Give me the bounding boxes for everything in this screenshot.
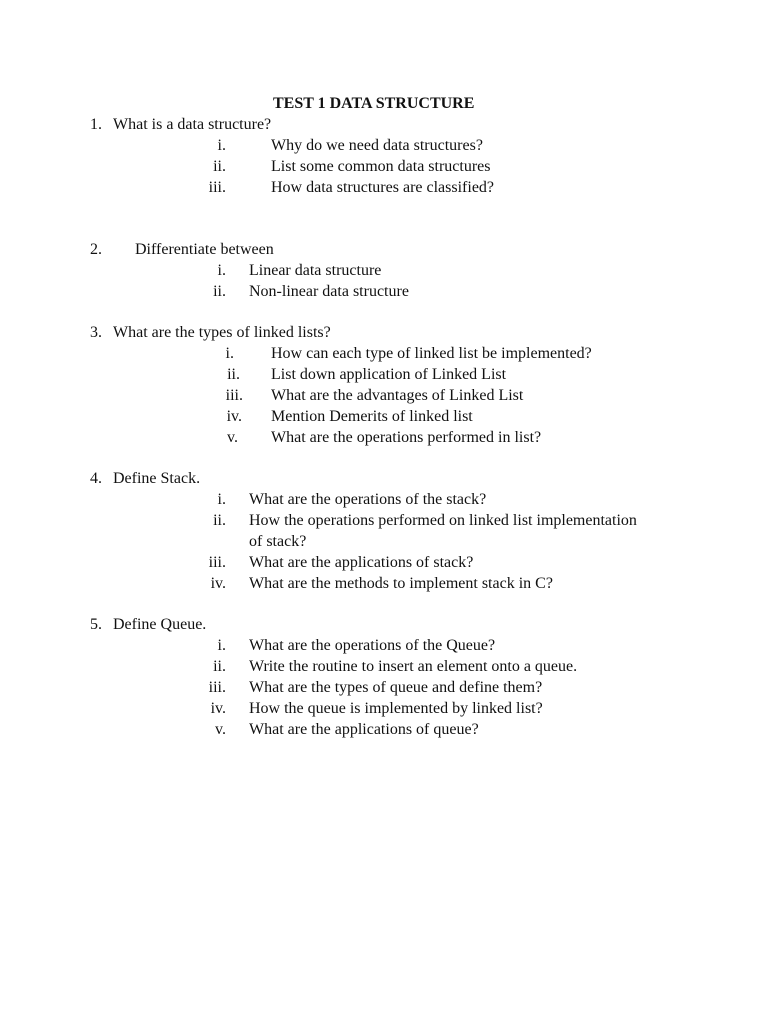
list-item-marker: iii. <box>208 679 226 696</box>
list-item-marker: iv. <box>226 408 242 425</box>
list-item-text: What are the operations performed in list? <box>271 429 542 446</box>
list-item-text: How the operations performed on linked list implementation <box>249 512 637 529</box>
list-item-marker: v. <box>227 429 238 446</box>
question-2-text: Differentiate between <box>135 241 274 258</box>
list-item-text: Mention Demerits of linked list <box>271 408 473 425</box>
list-item-text: What are the applications of queue? <box>249 721 479 738</box>
list-item-text: What are the methods to implement stack in C? <box>249 575 553 592</box>
list-item-text: What are the advantages of Linked List <box>271 387 524 404</box>
list-item-text: Write the routine to insert an element onto a queue. <box>249 658 578 675</box>
list-item-marker: ii. <box>213 658 226 675</box>
question-4-number: 4. <box>90 470 102 487</box>
question-5-number: 5. <box>90 616 102 633</box>
question-3-number: 3. <box>90 324 102 341</box>
list-item-text: What are the types of queue and define them? <box>249 679 543 696</box>
list-item-text-continued: of stack? <box>249 533 307 550</box>
list-item-marker: iv. <box>210 575 226 592</box>
list-item-marker: iii. <box>225 387 243 404</box>
list-item-marker: i. <box>217 491 226 508</box>
list-item-text: List down application of Linked List <box>271 366 507 383</box>
list-item-marker: iii. <box>208 554 226 571</box>
list-item-text: How can each type of linked list be implemented? <box>271 345 592 362</box>
list-item-marker: i. <box>217 637 226 654</box>
list-item-marker: i. <box>225 345 234 362</box>
document-title: TEST 1 DATA STRUCTURE <box>273 95 475 112</box>
list-item-text: Non-linear data structure <box>249 283 409 300</box>
question-1-number: 1. <box>90 116 102 133</box>
list-item-marker: ii. <box>213 512 226 529</box>
list-item-marker: ii. <box>227 366 240 383</box>
list-item-text: Linear data structure <box>249 262 382 279</box>
list-item-text: How the queue is implemented by linked list? <box>249 700 543 717</box>
list-item-marker: i. <box>217 262 226 279</box>
list-item-text: How data structures are classified? <box>271 179 495 196</box>
question-4-text: Define Stack. <box>113 470 201 487</box>
list-item-text: Why do we need data structures? <box>271 137 483 154</box>
list-item-marker: ii. <box>213 283 226 300</box>
list-item-marker: v. <box>215 721 226 738</box>
list-item-text: What are the applications of stack? <box>249 554 474 571</box>
list-item-text: What are the operations of the Queue? <box>249 637 496 654</box>
list-item-marker: iv. <box>210 700 226 717</box>
question-1-text: What is a data structure? <box>113 116 272 133</box>
list-item-text: What are the operations of the stack? <box>249 491 487 508</box>
question-3-text: What are the types of linked lists? <box>113 324 331 341</box>
list-item-text: List some common data structures <box>271 158 491 175</box>
list-item-marker: iii. <box>208 179 226 196</box>
question-2-number: 2. <box>90 241 102 258</box>
list-item-marker: ii. <box>213 158 226 175</box>
list-item-marker: i. <box>217 137 226 154</box>
question-5-text: Define Queue. <box>113 616 207 633</box>
